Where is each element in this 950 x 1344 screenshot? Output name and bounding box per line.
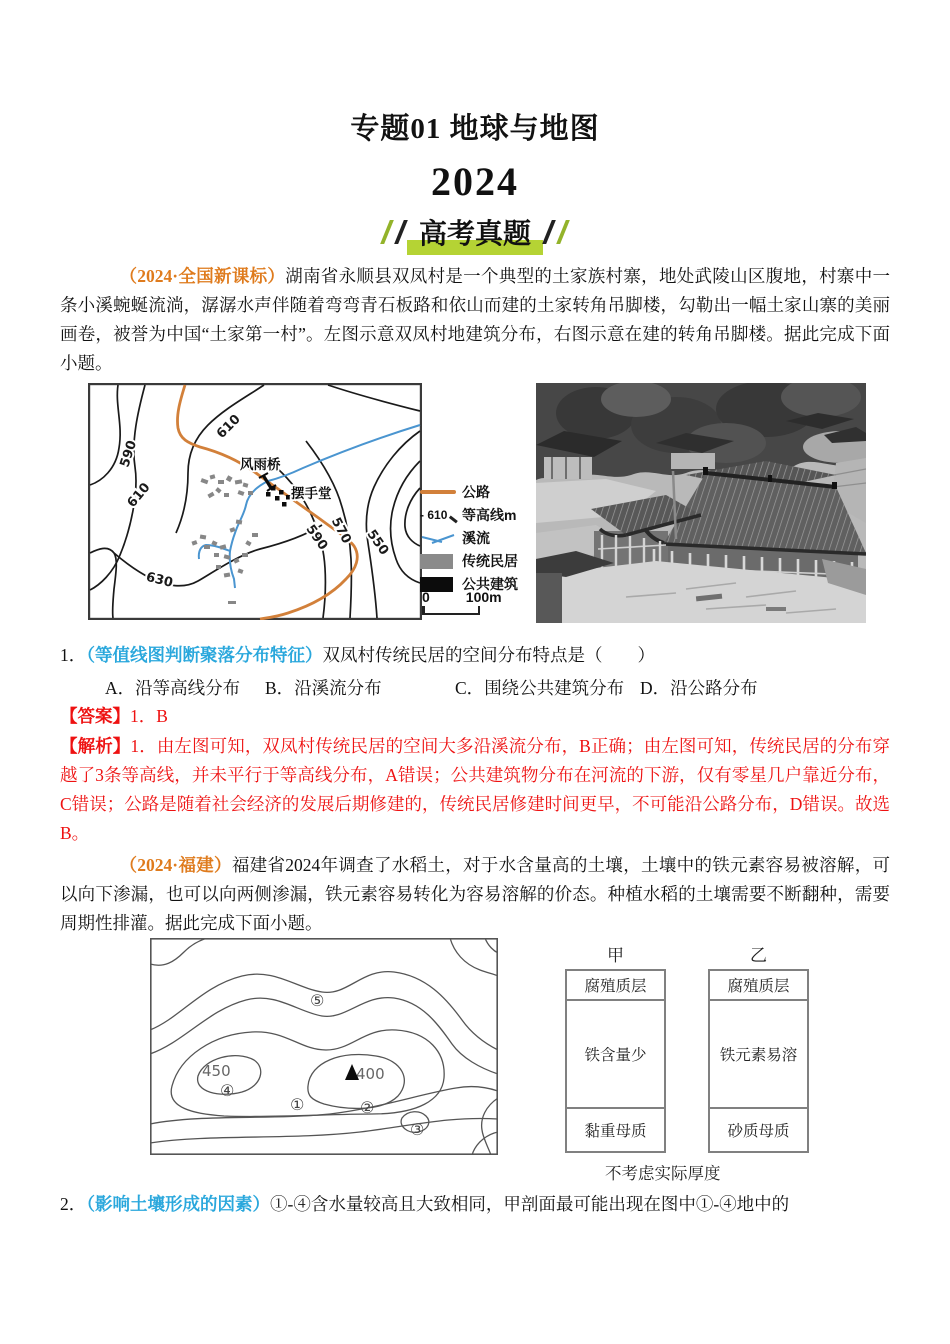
option-b: B．沿溪流分布 [265, 678, 382, 698]
svg-text:⑤: ⑤ [310, 991, 325, 1010]
legend-stream-label: 溪流 [462, 530, 490, 546]
scale-bar [422, 606, 480, 615]
q1-topic-tag: （等值线图判断聚落分布特征） [86, 645, 323, 665]
answer-label: 【答案】 [60, 706, 130, 726]
slash-icon [380, 220, 394, 244]
q2-stem: ①-④含水量较高且大致相同，甲剖面最可能出现在图中①-④地中的 [270, 1194, 790, 1214]
q1-intro-text: 湖南省永顺县双凤村是一个典型的土家族村寨，地处武陵山区腹地，村寨中一条小溪蜿蜒流淌，潺潺水声伴随着弯弯青石板路和依山而建的土家转角吊脚楼，勾勒出一幅土家山寨的美丽画卷，被誉为中国“土家第一村”。左图示意双凤村地建筑分布，右图示意在建的转角吊脚楼。据此完成下面小题。 [60, 266, 891, 373]
q1-answer [60, 703, 890, 728]
slash-icon [556, 220, 570, 244]
svg-text:①: ① [290, 1095, 305, 1114]
option-c: C．围绕公共建筑分布 [455, 678, 625, 698]
village-contour-map [88, 383, 422, 620]
q2-source-tag: （2024·福建） [119, 855, 232, 875]
analysis-text: 1．由左图可知，双凤村传统民居的空间大多沿溪流分布，B正确；由左图可知，传统民居的分布穿越了3条等高线，并未平行于等高线分布，A错误；公共建筑物分布在河流的下游，仅有零星几户靠近分布，C错误；公路是随着社会经济的发展后期修建的，传统民居修建时间更早，不可能沿公路分布，D错误。故选B。 [60, 736, 890, 843]
q2-number: 2． [60, 1194, 87, 1214]
svg-text:610: 610 [213, 411, 244, 442]
legend-road-label: 公路 [462, 484, 490, 500]
yi-layer-humus: 腐殖质层 [710, 971, 807, 1001]
profile-jia [565, 941, 666, 1153]
legend-public-label: 公共建筑 [462, 576, 518, 592]
jia-layer-iron: 铁含量少 [567, 1001, 664, 1109]
svg-text:550: 550 [363, 527, 392, 559]
year-text: 2024 [431, 159, 519, 204]
yi-layer-iron: 铁元素易溶 [710, 1001, 807, 1109]
scale-end: 100m [465, 589, 502, 605]
q1-stem: 双凤村传统民居的空间分布特点是（ ） [322, 645, 655, 665]
svg-text:570: 570 [327, 515, 354, 547]
q1-analysis [60, 732, 890, 848]
map-legend: 公路 - 610 等高线m 溪流 传统民居 公共建筑 [420, 484, 518, 592]
svg-text:590: 590 [117, 438, 141, 470]
svg-text:450: 450 [202, 1062, 231, 1080]
section-badge-text: 高考真题 [418, 218, 531, 249]
option-a: A．沿等高线分布 [105, 678, 241, 698]
jia-layer-parent: 黏重母质 [584, 1123, 647, 1140]
contour-tick-icon [450, 515, 459, 523]
scale-zero: 0 [422, 589, 430, 605]
svg-text:③: ③ [410, 1120, 425, 1139]
slash-icon [542, 220, 556, 244]
soil-contour-map [150, 938, 498, 1155]
profile-jia-title: 甲 [607, 946, 624, 965]
legend-dwelling-label: 传统民居 [462, 553, 518, 569]
q2-topic-tag: （影响土壤形成的因素） [86, 1194, 270, 1214]
legend-contour-label: 等高线m [462, 507, 517, 523]
legend-contour-value: 610 [427, 508, 448, 522]
question-1 [60, 641, 890, 669]
bridge-label: 风雨桥 [240, 457, 281, 473]
svg-text:④: ④ [220, 1081, 235, 1100]
option-d: D．沿公路分布 [640, 678, 758, 698]
q1-intro-paragraph [60, 262, 890, 378]
analysis-label: 【解析】 [60, 736, 131, 756]
svg-text:610: 610 [124, 480, 154, 511]
svg-text:590: 590 [302, 522, 331, 554]
map-scale [422, 589, 522, 615]
q2-intro-paragraph [60, 851, 890, 938]
construction-photo [536, 383, 866, 623]
svg-text:630: 630 [144, 569, 175, 591]
section-badge [0, 212, 950, 252]
road-legend-icon [420, 490, 456, 494]
stream-legend-icon [420, 531, 456, 545]
q1-source-tag: （2024·全国新课标） [119, 266, 286, 286]
profile-note: 不考虑实际厚度 [605, 1164, 721, 1183]
hall-label: 摆手堂 [291, 486, 332, 502]
profile-yi [708, 941, 809, 1153]
slash-icon [394, 220, 408, 244]
yi-layer-parent: 砂质母质 [727, 1123, 790, 1140]
answer-text: 1．B [130, 706, 168, 726]
dwelling-legend-swatch [420, 554, 453, 569]
jia-layer-humus: 腐殖质层 [567, 971, 664, 1001]
q1-options [105, 675, 895, 700]
page-title: 专题01 地球与地图 [350, 113, 600, 145]
q1-number: 1． [60, 645, 87, 665]
question-2 [60, 1190, 890, 1218]
year-badge [0, 158, 950, 205]
svg-text:400: 400 [356, 1065, 385, 1083]
profile-yi-title: 乙 [750, 946, 767, 965]
q2-intro-text: 福建省2024年调查了水稻土，对于水含量高的土壤，土壤中的铁元素容易被溶解，可以向下渗漏，也可以向两侧渗漏，铁元素容易转化为容易溶解的价态。种植水稻的土壤需要不断翻种，需要周期性排灌。据此完成下面小题。 [60, 855, 890, 933]
svg-text:②: ② [360, 1098, 375, 1117]
